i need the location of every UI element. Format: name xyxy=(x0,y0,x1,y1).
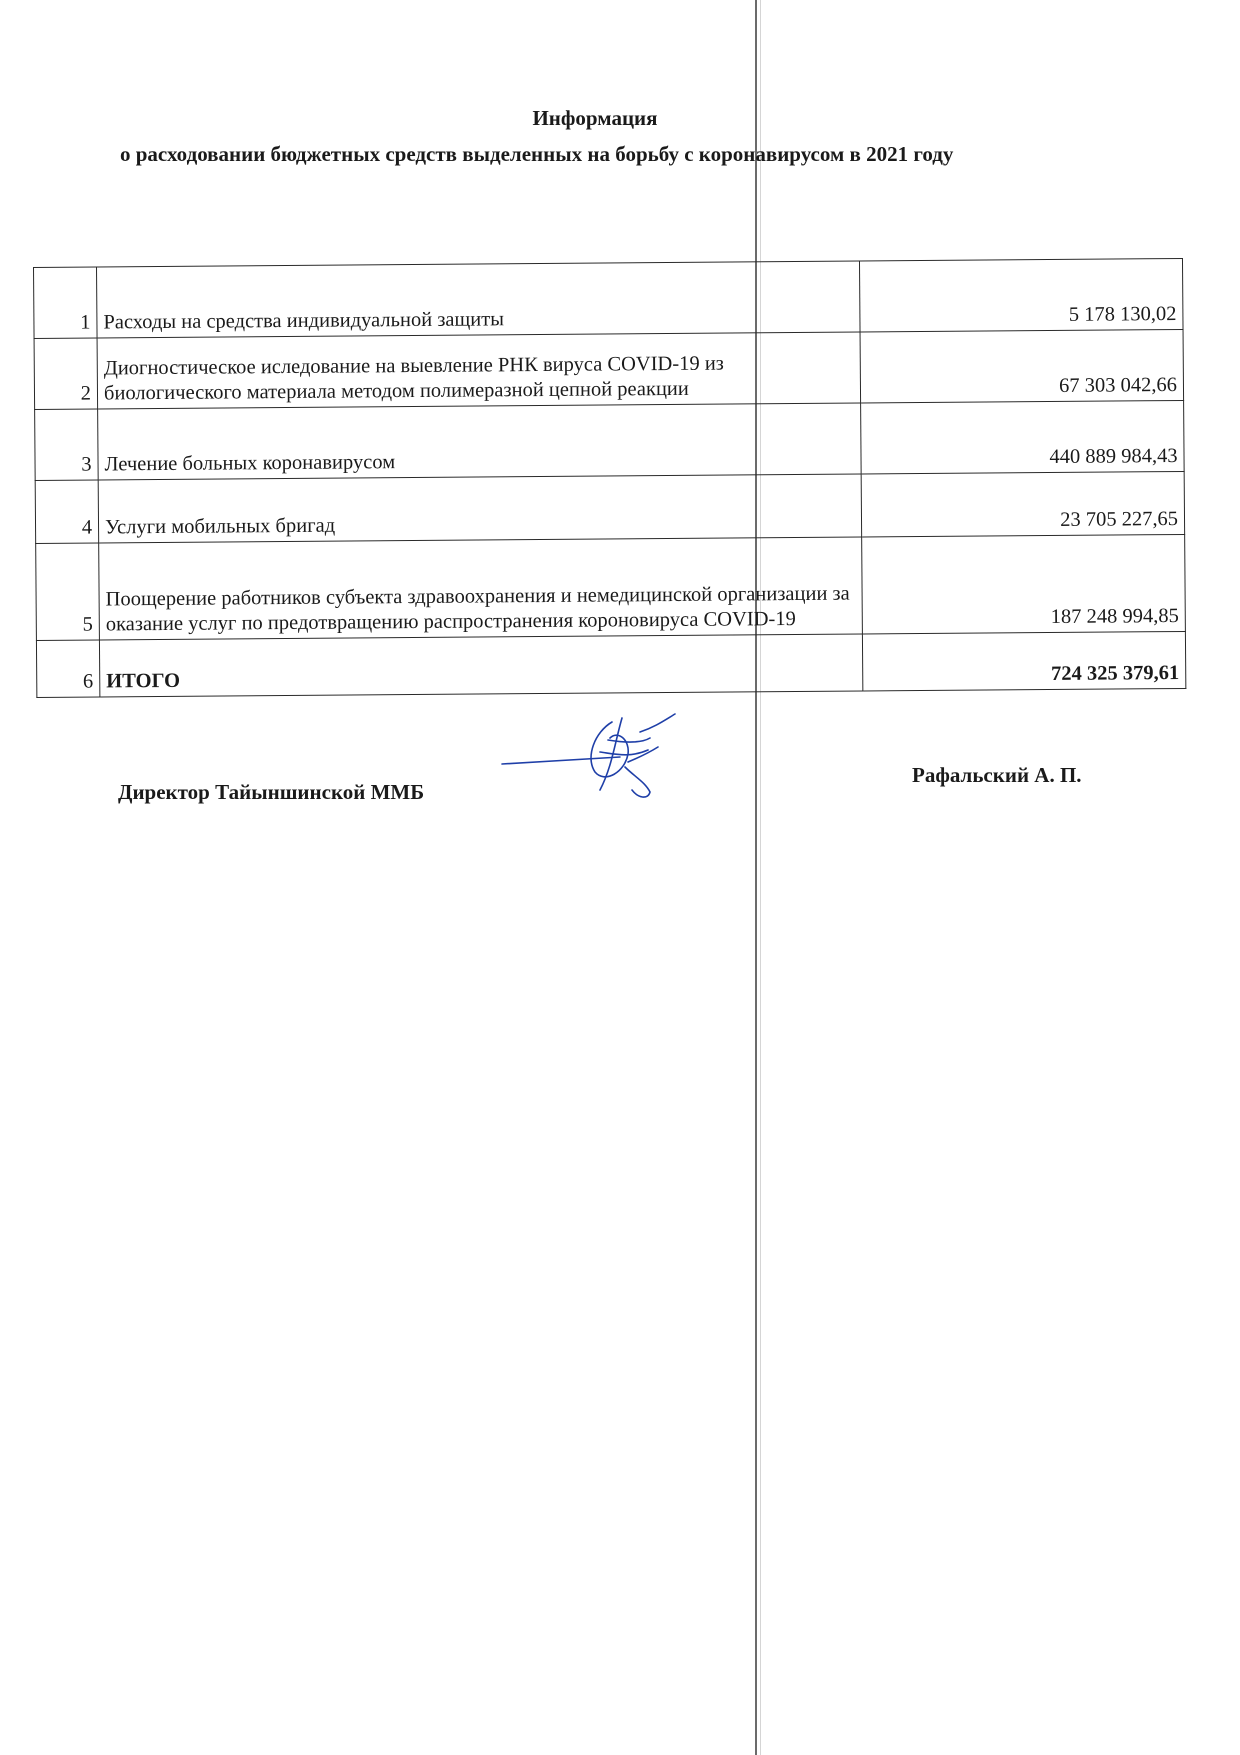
document-title: Информация xyxy=(532,106,658,130)
table-row xyxy=(36,534,1186,640)
row-description: Лечение больных коронавирусом xyxy=(98,403,862,480)
row-amount: 187 248 994,85 xyxy=(862,534,1186,634)
row-number: 2 xyxy=(34,338,98,409)
row-number: 3 xyxy=(35,409,99,480)
total-label: ИТОГО xyxy=(99,634,862,697)
row-description: Поощерение работников субъекта здравоохранения и немедицинской организации за оказание услуг по предотвращению распространения короновируса COVID-19 xyxy=(99,537,863,640)
row-amount: 440 889 984,43 xyxy=(861,400,1185,474)
table-row-total xyxy=(36,631,1185,697)
row-description: Услуги мобильных бригад xyxy=(98,474,861,543)
table-row xyxy=(35,400,1185,480)
row-number: 6 xyxy=(36,640,99,697)
expenses-table xyxy=(33,258,1186,698)
signatory-name: Рафальский А. П. xyxy=(912,763,1082,787)
signatory-position: Директор Тайыншинской ММБ xyxy=(118,780,425,804)
table-row xyxy=(34,258,1184,338)
row-description: Диогностическое иследование на выевление РНК вируса COVID-19 из биологического материала методом полимеразной цепной реакции xyxy=(97,332,861,409)
row-number: 4 xyxy=(35,480,98,543)
row-amount: 5 178 130,02 xyxy=(859,258,1183,332)
document-subtitle: о расходовании бюджетных средств выделенных на борьбу с коронавирусом в 2021 году xyxy=(120,142,954,166)
row-number: 1 xyxy=(34,267,98,338)
table-row xyxy=(34,329,1184,409)
handwritten-signature xyxy=(500,712,700,807)
row-description: Расходы на средства индивидуальной защиты xyxy=(97,261,861,338)
row-number: 5 xyxy=(36,543,100,640)
total-amount: 724 325 379,61 xyxy=(862,631,1185,691)
row-amount: 67 303 042,66 xyxy=(860,329,1184,403)
row-amount: 23 705 227,65 xyxy=(861,471,1184,537)
table-row xyxy=(35,471,1184,543)
